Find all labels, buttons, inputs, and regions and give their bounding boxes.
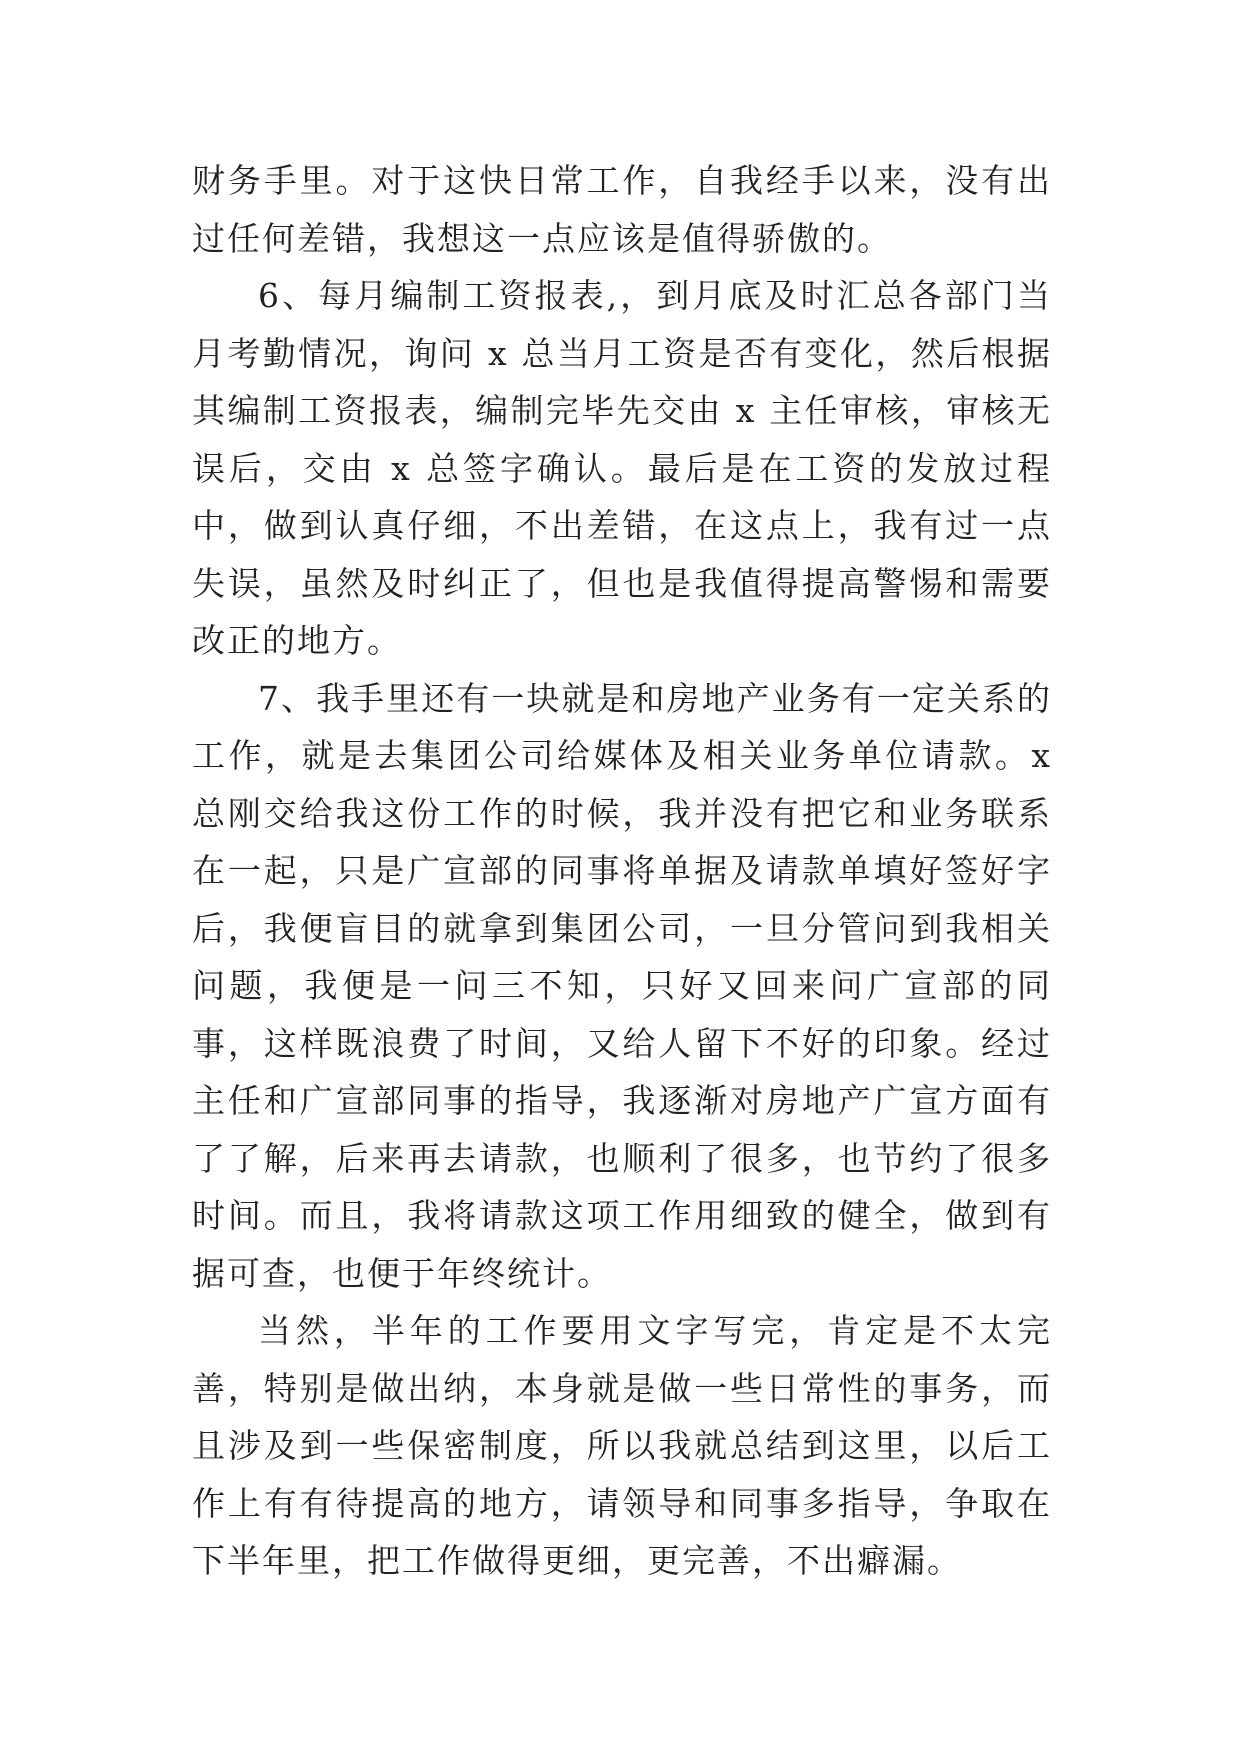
paragraph-3: 7、我手里还有一块就是和房地产业务有一定关系的工作，就是去集团公司给媒体及相关业务单位请款。x 总刚交给我这份工作的时候，我并没有把它和业务联系在一起，只是广宣部的同事将单据及请款单填好签好字后，我便盲目的就拿到集团公司，一旦分管问到我相关问题，我便是一问三不知，只好又回来问广宣部的同事，这样既浪费了时间，又给人留下不好的印象。经过主任和广宣部同事的指导，我逐渐对房地产广宣方面有了了解，后来再去请款，也顺利了很多，也节约了很多时间。而且，我将请款这项工作用细致的健全，做到有据可查，也便于年终统计。 [192, 678, 1052, 1293]
document-body [192, 152, 1052, 1590]
paragraph-1: 财务手里。对于这快日常工作，自我经手以来，没有出过任何差错，我想这一点应该是值得骄傲的。 [192, 161, 1052, 258]
paragraph-2: 6、每月编制工资报表,，到月底及时汇总各部门当月考勤情况，询问 x 总当月工资是否有变化，然后根据其编制工资报表，编制完毕先交由 x 主任审核，审核无误后，交由 x 总签字确认。最后是在工资的发放过程中，做到认真仔细，不出差错，在这点上，我有过一点失误，虽然及时纠正了，但也是我值得提高警惕和需要改正的地方。 [192, 276, 1052, 660]
paragraph-4: 当然，半年的工作要用文字写完，肯定是不太完善，特别是做出纳，本身就是做一些日常性的事务，而且涉及到一些保密制度，所以我就总结到这里，以后工作上有有待提高的地方，请领导和同事多指导，争取在下半年里，把工作做得更细，更完善，不出癖漏。 [192, 1311, 1052, 1580]
